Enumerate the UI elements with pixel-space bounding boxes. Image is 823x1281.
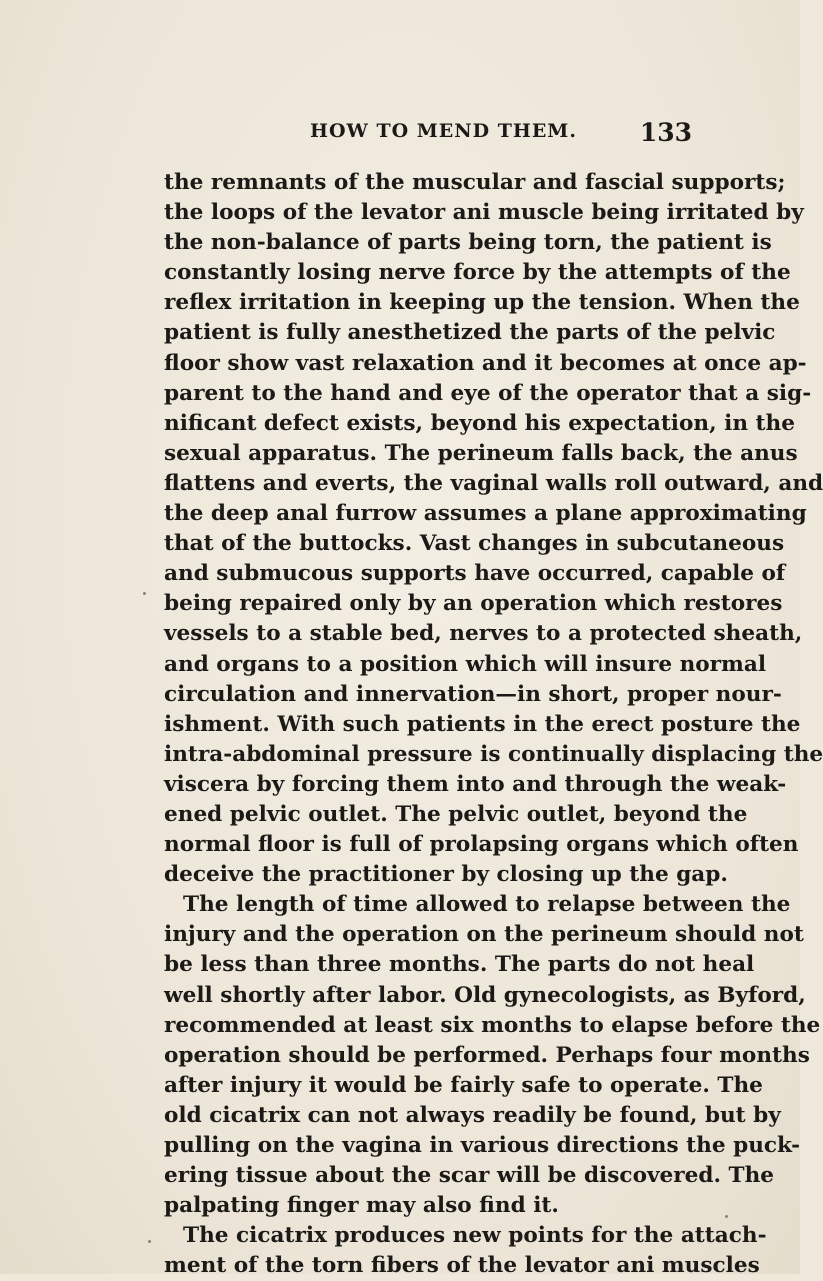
- text-line: deceive the practitioner by closing up the gap.: [164, 862, 728, 888]
- text-line: vessels to a stable bed, nerves to a protected sheath,: [164, 621, 803, 647]
- text-line: and organs to a position which will insure normal: [164, 651, 767, 677]
- text-line: intra-abdominal pressure is continually displacing the: [164, 741, 823, 767]
- text-line: flattens and everts, the vaginal walls roll outward, and: [164, 470, 823, 496]
- text-line: the loops of the levator ani muscle being irritated by: [164, 200, 804, 226]
- paper-speck: [148, 1240, 151, 1243]
- page-number: 133: [639, 118, 692, 147]
- text-line: ment of the torn fibers of the levator ani muscles: [164, 1253, 760, 1279]
- text-line: ened pelvic outlet. The pelvic outlet, beyond the: [164, 801, 748, 827]
- text-line: sexual apparatus. The perineum falls back, the anus: [164, 440, 798, 466]
- text-line: normal floor is full of prolapsing organs which often: [164, 832, 799, 858]
- text-line: after injury it would be fairly safe to operate. The: [164, 1072, 763, 1098]
- text-line: circulation and innervation—in short, proper nour-: [164, 681, 782, 707]
- text-line: patient is fully anesthetized the parts of the pelvic: [164, 320, 776, 346]
- text-line: the remnants of the muscular and fascial supports;: [164, 170, 786, 195]
- text-line: and submucous supports have occurred, capable of: [164, 561, 786, 587]
- text-line: palpating finger may also find it.: [164, 1193, 559, 1219]
- text-line: the deep anal furrow assumes a plane approximating: [164, 501, 807, 527]
- text-line: reflex irritation in keeping up the tension. When the: [164, 290, 800, 316]
- text-line: that of the buttocks. Vast changes in subcutaneous: [164, 531, 785, 557]
- text-line: viscera by forcing them into and through the weak-: [164, 771, 787, 797]
- text-line: nificant defect exists, beyond his expectation, in the: [164, 410, 795, 436]
- text-line: well shortly after labor. Old gynecologists, as Byford,: [164, 982, 806, 1008]
- text-line: injury and the operation on the perineum should not: [164, 922, 804, 948]
- body-text: [164, 168, 823, 1281]
- paragraph-first-line: The cicatrix produces new points for the attach-: [183, 1223, 767, 1249]
- text-line: ishment. With such patients in the erect posture the: [164, 711, 801, 737]
- paper-speck: [725, 1215, 728, 1218]
- running-head: HOW TO MEND THEM.: [310, 120, 577, 142]
- text-line: ering tissue about the scar will be discovered. The: [164, 1163, 775, 1189]
- paper-speck: [143, 592, 146, 595]
- text-line: floor show vast relaxation and it becomes at once ap-: [164, 350, 807, 376]
- text-line: the non-balance of parts being torn, the patient is: [164, 230, 772, 256]
- text-line: recommended at least six months to elapse before the: [164, 1012, 821, 1038]
- text-line: operation should be performed. Perhaps four months: [164, 1042, 810, 1068]
- text-line: being repaired only by an operation which restores: [164, 591, 783, 617]
- text-line: constantly losing nerve force by the attempts of the: [164, 260, 791, 286]
- paragraph-first-line: The length of time allowed to relapse between the: [183, 892, 791, 918]
- page-header: [164, 118, 692, 148]
- text-line: be less than three months. The parts do not heal: [164, 952, 755, 978]
- text-line: pulling on the vagina in various directions the puck-: [164, 1133, 801, 1158]
- text-line: parent to the hand and eye of the operator that a sig-: [164, 380, 812, 406]
- text-line: old cicatrix can not always readily be found, but by: [164, 1102, 781, 1128]
